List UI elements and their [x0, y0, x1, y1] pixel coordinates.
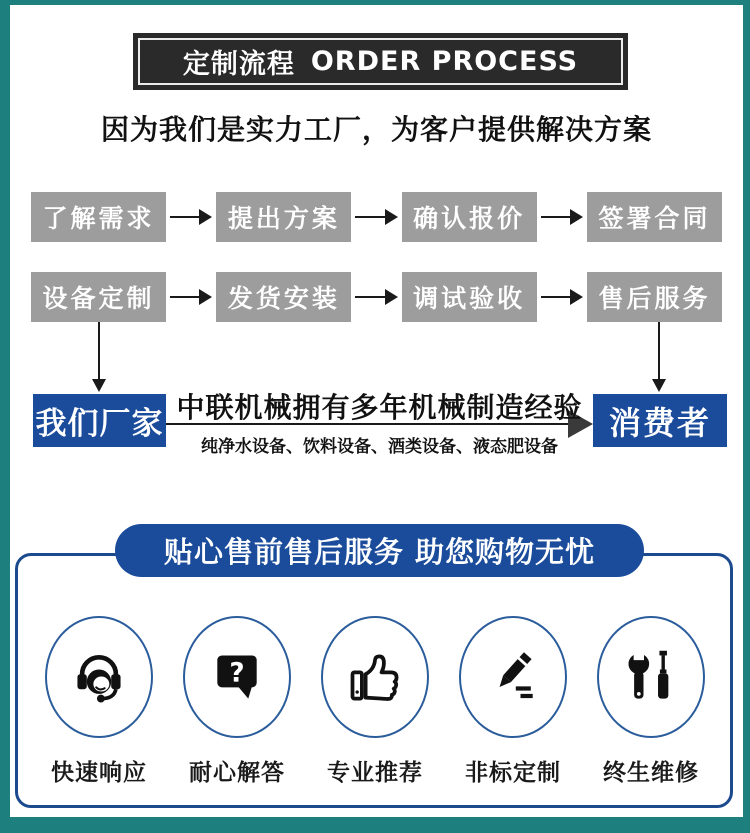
flow-step-sign-contract: 签署合同	[587, 192, 722, 242]
consumer-box: 消费者	[593, 394, 727, 447]
service-label: 耐心解答	[189, 760, 285, 786]
arrow-right-icon	[166, 209, 216, 225]
service-label: 快速响应	[51, 760, 147, 786]
bridge-products-text: 纯净水设备、饮料设备、酒类设备、液态肥设备	[201, 437, 558, 457]
arrow-right-icon	[537, 289, 587, 305]
flow-step-confirm-quote: 确认报价	[402, 192, 537, 242]
bridge-experience-text: 中联机械拥有多年机械制造经验	[176, 391, 583, 424]
arrow-right-icon	[537, 209, 587, 225]
flow-step-ship-install: 发货安装	[216, 272, 351, 322]
flow-step-debug-accept: 调试验收	[402, 272, 537, 322]
tools-icon	[597, 616, 705, 738]
page-subtitle: 因为我们是实力工厂，为客户提供解决方案	[100, 113, 652, 146]
service-item-patient-answer	[169, 616, 305, 787]
service-section-title: 贴心售前售后服务 助您购物无忧	[115, 524, 644, 577]
service-item-custom-nonstandard	[445, 616, 581, 787]
service-items-row	[15, 616, 733, 787]
service-item-fast-response	[31, 616, 167, 787]
question-bubble-icon	[183, 616, 291, 738]
our-factory-box: 我们厂家	[33, 394, 166, 447]
flow-step-equipment-custom: 设备定制	[31, 272, 166, 322]
headset-icon	[45, 616, 153, 738]
flow-row-1	[31, 192, 722, 242]
pencil-icon	[459, 616, 567, 738]
thumbs-up-icon	[321, 616, 429, 738]
flow-step-after-sales: 售后服务	[587, 272, 722, 322]
service-item-lifetime-repair	[583, 616, 719, 787]
service-item-pro-recommend	[307, 616, 443, 787]
svg-text:?: ?	[229, 658, 245, 689]
flow-step-propose-plan: 提出方案	[216, 192, 351, 242]
service-label: 终生维修	[603, 760, 699, 786]
flow-step-understand-needs: 了解需求	[31, 192, 166, 242]
order-process-header	[133, 33, 628, 90]
arrow-down-icon	[658, 322, 660, 380]
arrow-right-icon	[166, 289, 216, 305]
header-title-en: ORDER PROCESS	[310, 46, 579, 77]
service-label: 非标定制	[465, 760, 561, 786]
order-process-header-inner	[138, 38, 623, 85]
header-title-cn: 定制流程	[182, 49, 295, 80]
arrow-right-icon	[351, 209, 401, 225]
flow-row-2	[31, 272, 722, 322]
arrow-right-icon	[351, 289, 401, 305]
service-label: 专业推荐	[327, 760, 423, 786]
arrow-down-icon	[98, 322, 100, 380]
